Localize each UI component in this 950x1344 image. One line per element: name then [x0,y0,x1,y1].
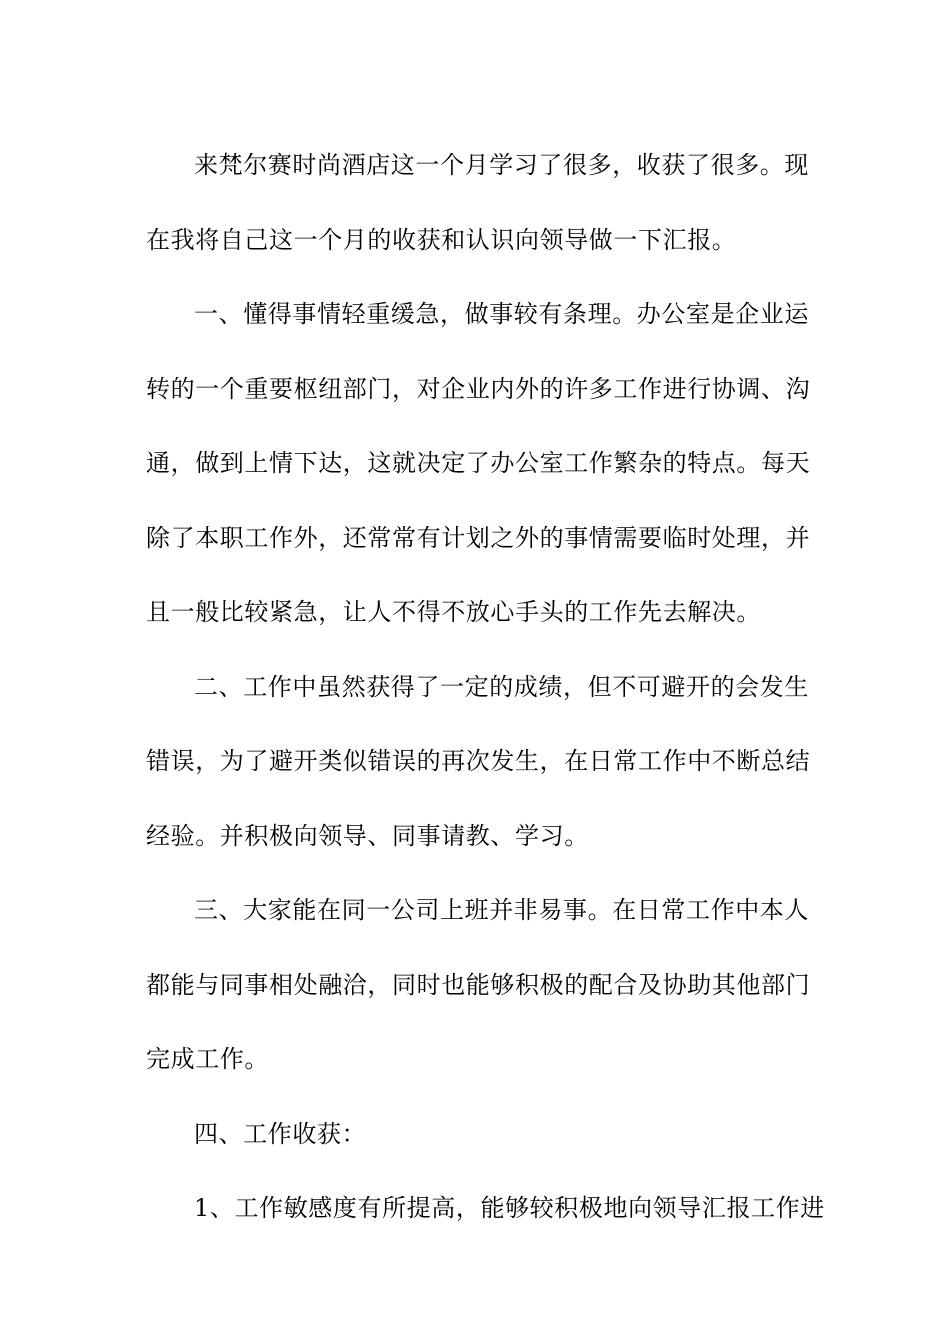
paragraph-line: 除了本职工作外，还常常有计划之外的事情需要临时处理，并 [146,523,811,552]
paragraph-line: 来梵尔赛时尚酒店这一个月学习了很多，收获了很多。现 [194,151,809,179]
paragraph-line: 都能与同事相处融洽，同时也能够积极的配合及协助其他部门 [146,970,811,999]
paragraph-line: 一、懂得事情轻重缓急，做事较有条理。办公室是企业运 [194,300,809,328]
paragraph-line: 1、工作敏感度有所提高，能够较积极地向领导汇报工作进 [194,1194,825,1222]
document-body [146,128,825,1246]
paragraph-line: 经验。并积极向领导、同事请教、学习。 [146,821,589,850]
paragraph-line: 且一般比较紧急，让人不得不放心手头的工作先去解决。 [146,598,761,626]
paragraph-line: 错误，为了避开类似错误的再次发生，在日常工作中不断总结 [146,747,811,775]
paragraph-line: 四、工作收获： [194,1119,367,1148]
paragraph-line: 三、大家能在同一公司上班并非易事。在日常工作中本人 [194,896,809,924]
paragraph-line: 二、工作中虽然获得了一定的成绩，但不可避开的会发生 [194,672,809,701]
paragraph-line: 转的一个重要枢纽部门，对企业内外的许多工作进行协调、沟 [146,374,811,403]
paragraph-line: 在我将自己这一个月的收获和认识向领导做一下汇报。 [146,225,737,254]
paragraph-line: 完成工作。 [146,1045,269,1073]
paragraph-line: 通，做到上情下达，这就决定了办公室工作繁杂的特点。每天 [146,449,811,477]
